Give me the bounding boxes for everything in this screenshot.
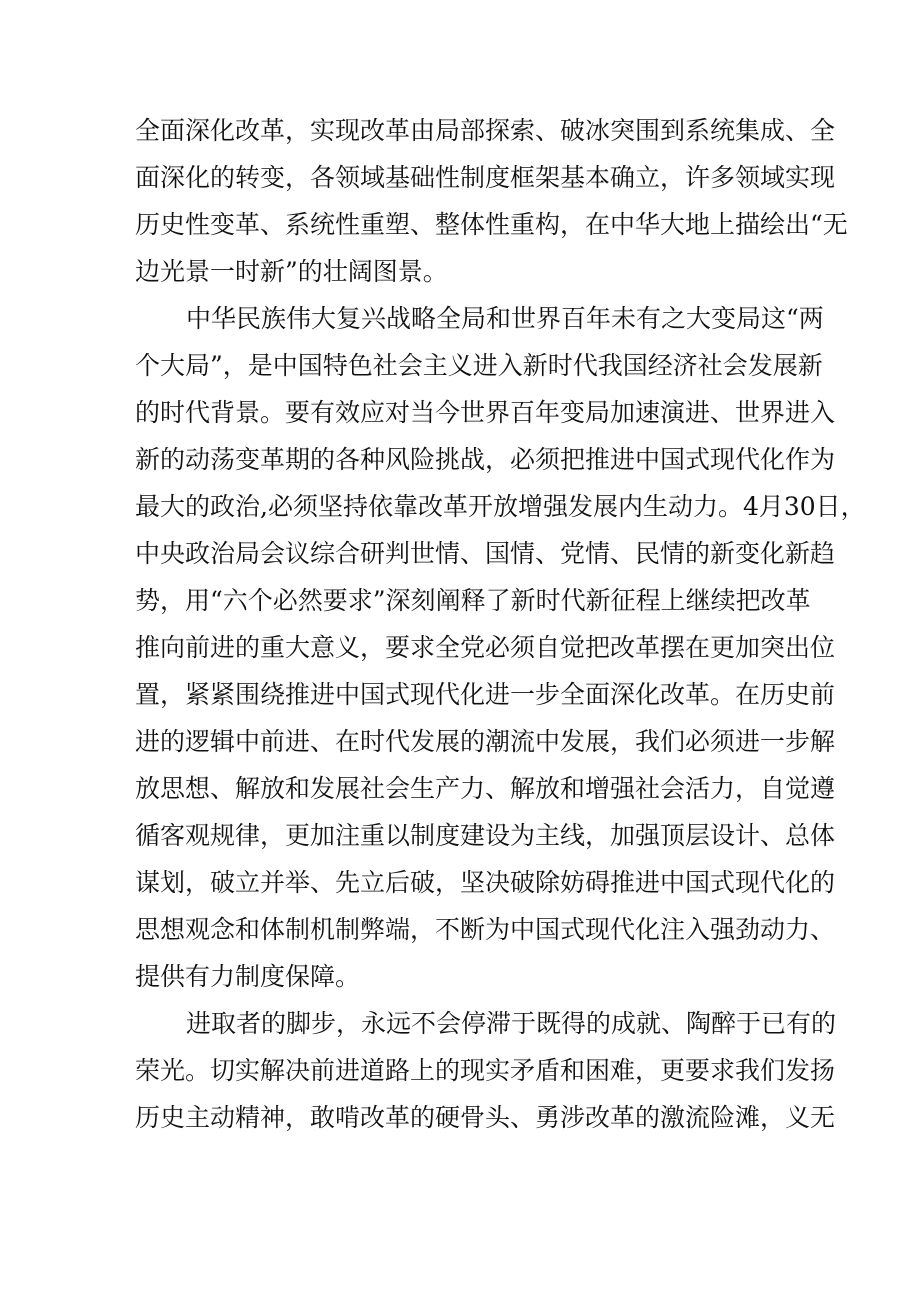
text-line: 循客观规律，更加注重以制度建设为主线，加强顶层设计、总体	[135, 821, 836, 850]
text-line: 全面深化改革，实现改革由局部探索、破冰突围到系统集成、全	[135, 116, 836, 145]
text-line: 推向前进的重大意义，要求全党必须自觉把改革摆在更加突出位	[135, 633, 836, 662]
text-line: 历史性变革、系统性重塑、整体性重构，在中华大地上描绘出“无	[135, 210, 848, 239]
text-line: 新的动荡变革期的各种风险挑战，必须把推进中国式现代化作为	[135, 445, 836, 474]
text-line: 最大的政治,必须坚持依靠改革开放增强发展内生动力。4月30日，	[135, 492, 866, 521]
text-line: 荣光。切实解决前进道路上的现实矛盾和困难，更要求我们发扬	[135, 1056, 836, 1085]
text-line: 思想观念和体制机制弊端，不断为中国式现代化注入强劲动力、	[135, 915, 836, 944]
text-line: 中华民族伟大复兴战略全局和世界百年未有之大变局这“两	[186, 304, 824, 333]
text-line: 面深化的转变，各领域基础性制度框架基本确立，许多领域实现	[135, 163, 836, 192]
text-line: 放思想、解放和发展社会生产力、解放和增强社会活力，自觉遵	[135, 774, 836, 803]
text-line: 进取者的脚步，永远不会停滞于既得的成就、陶醉于已有的	[186, 1009, 837, 1038]
text-line: 中央政治局会议综合研判世情、国情、党情、民情的新变化新趋	[135, 539, 836, 568]
text-line: 势，用“六个必然要求”深刻阐释了新时代新征程上继续把改革	[135, 586, 811, 615]
text-line: 历史主动精神，敢啃改革的硬骨头、勇涉改革的激流险滩，义无	[135, 1103, 836, 1132]
text-line: 边光景一时新”的壮阔图景。	[135, 257, 448, 286]
text-line: 谋划，破立并举、先立后破，坚决破除妨碍推进中国式现代化的	[135, 868, 836, 897]
text-line: 的时代背景。要有效应对当今世界百年变局加速演进、世界进入	[135, 398, 836, 427]
text-line: 个大局”，是中国特色社会主义进入新时代我国经济社会发展新	[135, 351, 823, 380]
document-body	[135, 107, 866, 1141]
text-line: 置，紧紧围绕推进中国式现代化进一步全面深化改革。在历史前	[135, 680, 836, 709]
text-line: 提供有力制度保障。	[135, 962, 361, 991]
text-line: 进的逻辑中前进、在时代发展的潮流中发展，我们必须进一步解	[135, 727, 836, 756]
